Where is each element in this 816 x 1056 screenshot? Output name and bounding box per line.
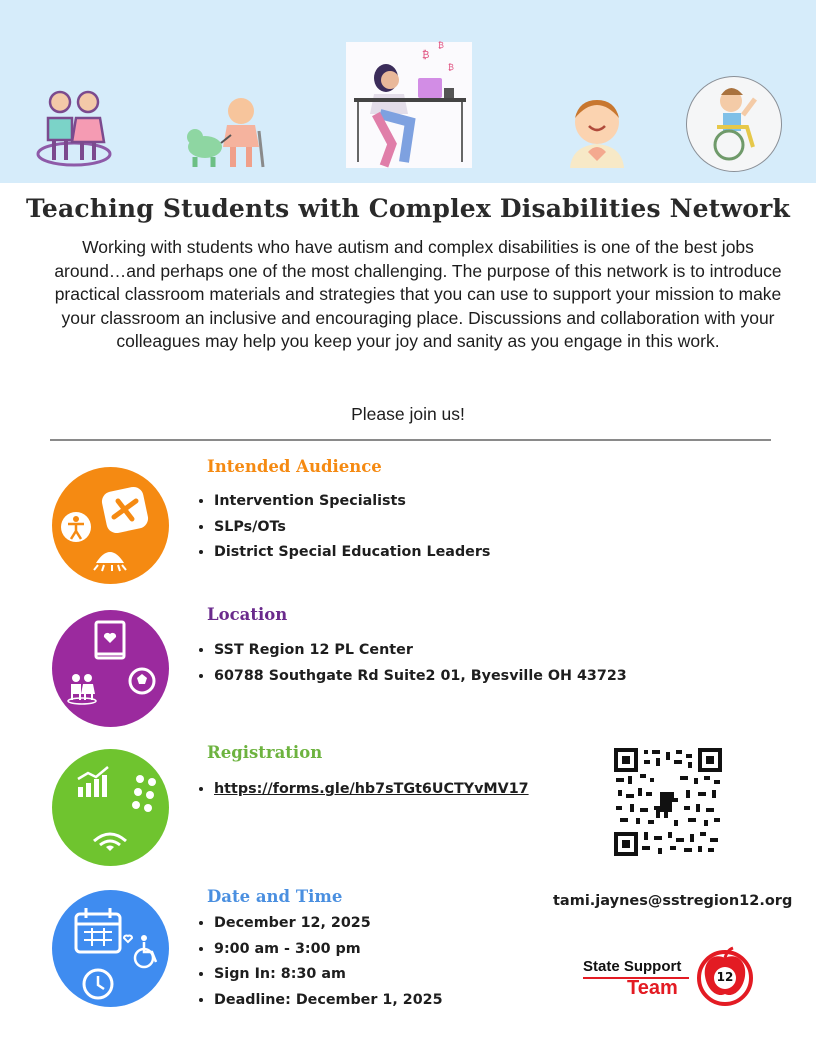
wheelchair-heart-icon (124, 935, 156, 967)
datetime-title: Date and Time (207, 887, 343, 906)
list-item: • Intervention Specialists (214, 489, 490, 515)
children-holding-hands-icon (34, 88, 114, 170)
teacher-at-laptop-icon (336, 40, 482, 170)
calendar-icon (76, 908, 120, 952)
sensory-bug-icon (94, 552, 126, 571)
accessibility-icon (61, 512, 91, 542)
intro-paragraph: Working with students who have autism and complex disabilities is one of the best jobs around…and perhaps one of the most challenging. The purpose of this network is to introduce practical classroom materials and strategies that you can use to support your mission to make your classroom an inclusive and encouraging place. Discussions and collaboration with your colleagues may help you keep your joy and sanity as you engage in this work. (54, 237, 782, 352)
audience-title: Intended Audience (207, 457, 382, 476)
page-title: Teaching Students with Complex Disabilities Network (25, 194, 791, 223)
section-divider (50, 439, 771, 441)
join-invitation: Please join us! (351, 404, 465, 424)
datetime-list (190, 911, 443, 1013)
list-item: • Deadline: December 1, 2025 (214, 988, 443, 1014)
location-icon-circle (52, 610, 169, 727)
logo-line1: State Support (583, 958, 682, 975)
list-item: • SLPs/OTs (214, 515, 490, 541)
clock-icon (84, 970, 112, 998)
location-list (190, 638, 627, 689)
list-item: • Sign In: 8:30 am (214, 962, 443, 988)
registration-link[interactable]: https://forms.gle/hb7sTGt6UCTYvMV17 (214, 781, 529, 797)
state-support-team-logo (583, 944, 759, 1008)
list-item: • SST Region 12 PL Center (214, 638, 627, 664)
svg-text:₿: ₿ (448, 63, 454, 72)
registration-title: Registration (207, 743, 323, 762)
dots-grid-icon (132, 775, 156, 812)
child-wheelchair-icon (687, 77, 781, 171)
children-group-icon (68, 674, 96, 704)
book-heart-icon (96, 622, 124, 658)
list-item: • 60788 Southgate Rd Suite2 01, Byesville OH 43723 (214, 664, 627, 690)
svg-text:₿: ₿ (422, 50, 430, 61)
hearing-signal-icon (94, 834, 126, 851)
growth-chart-icon (78, 767, 108, 797)
location-title: Location (207, 605, 288, 624)
contact-email[interactable]: tami.jaynes@sstregion12.org (553, 893, 793, 909)
sensory-toy-icon (100, 485, 150, 535)
child-with-service-dog-icon (185, 95, 267, 170)
audience-icon-circle (52, 467, 169, 584)
registration-qr-code[interactable] (614, 748, 722, 856)
child-wheelchair-badge (686, 76, 782, 172)
logo-number: 12 (716, 970, 734, 984)
svg-text:₿: ₿ (438, 41, 444, 50)
registration-list (190, 777, 529, 803)
logo-line2: Team (627, 977, 678, 999)
registration-icon-circle (52, 749, 169, 866)
list-item: • December 12, 2025 (214, 911, 443, 937)
audience-list (190, 489, 490, 566)
child-heart-hands-icon (562, 96, 632, 168)
ball-icon (130, 669, 154, 693)
list-item: • 9:00 am - 3:00 pm (214, 937, 443, 963)
list-item (214, 777, 529, 803)
datetime-icon-circle (52, 890, 169, 1007)
list-item: • District Special Education Leaders (214, 540, 490, 566)
